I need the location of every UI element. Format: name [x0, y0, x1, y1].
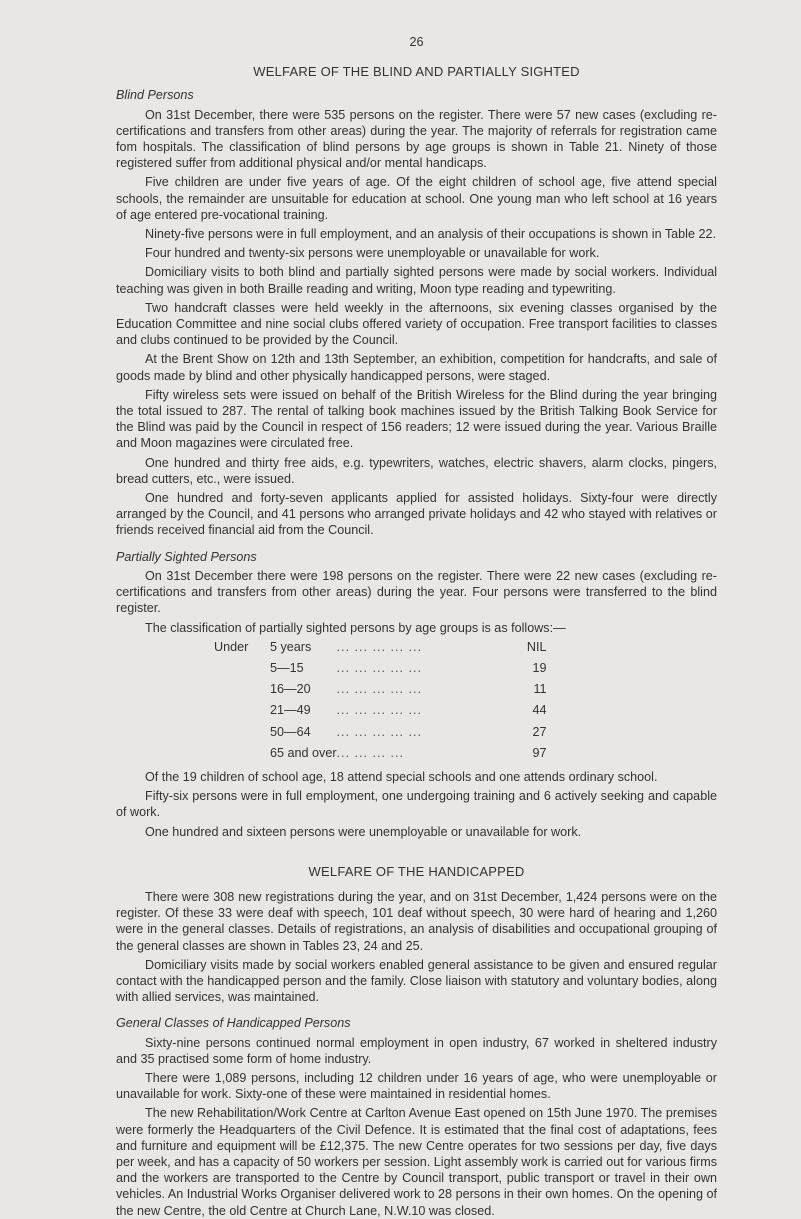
classification-intro: The classification of partially sighted persons by age groups is as follows:— — [145, 620, 566, 635]
table-row — [214, 724, 547, 745]
leader-dots: ... ... ... ... ... — [336, 724, 423, 739]
age-prefix — [214, 660, 270, 681]
table-row — [214, 745, 547, 766]
age-prefix — [214, 702, 270, 723]
age-range: 5—15 — [270, 660, 304, 675]
age-count: NIL — [526, 639, 547, 654]
table-row — [214, 660, 547, 681]
leader-dots: ... ... ... ... ... — [336, 639, 423, 654]
partial-intro-paragraph: On 31st December there were 198 persons on the register. There were 22 new cases (excluding re-certifications and transfers from other areas) during the year. Four persons were transferred to the blind register. — [116, 568, 717, 616]
partial-after-paragraph-3: One hundred and sixteen persons were unemployable or unavailable for work. — [145, 824, 582, 839]
blind-paragraph-4: Four hundred and twenty-six persons were unemployable or unavailable for work. — [145, 246, 600, 261]
partial-after-paragraph-1: Of the 19 children of school age, 18 attend special schools and one attends ordinary school. — [145, 769, 658, 784]
handicapped-paragraph-2: Domiciliary visits made by social workers enabled general assistance to be given and ensured regular contact with the handicapped person and the family. Close liaison with statutory and voluntary bodies, along with allied services, was maintained. — [116, 957, 717, 1005]
blind-paragraph-7: At the Brent Show on 12th and 13th September, an exhibition, competition for handcrafts, and sale of goods made by blind and other physically handicapped persons, were staged. — [116, 352, 717, 383]
blind-paragraph-8: Fifty wireless sets were issued on behalf of the British Wireless for the Blind during the year bringing the total issued to 287. The rental of talking book machines issued by the British Talking Book Service for the Blind was paid by the Council in respect of 156 readers; 12 were issued during the year. Various Braille and Moon magazines were circulated free. — [116, 387, 717, 451]
age-count: 27 — [532, 724, 547, 739]
age-range: 65 and over — [270, 745, 337, 760]
blind-paragraph-9: One hundred and thirty free aids, e.g. typewriters, watches, electric shavers, alarm clocks, pingers, bread cutters, etc., were issued. — [116, 455, 717, 486]
partially-sighted-heading: Partially Sighted Persons — [116, 549, 257, 564]
blind-persons-heading: Blind Persons — [116, 88, 194, 103]
age-group-table — [214, 639, 547, 766]
age-range: 50—64 — [270, 724, 311, 739]
table-row — [214, 681, 547, 702]
general-paragraph-1: Sixty-nine persons continued normal employment in open industry, 67 worked in sheltered industry and 35 practised some form of home industry. — [116, 1035, 717, 1066]
age-prefix — [214, 724, 270, 745]
blind-section-title: WELFARE OF THE BLIND AND PARTIALLY SIGHTED — [253, 64, 580, 80]
age-count: 11 — [533, 682, 547, 697]
handicapped-section-title: WELFARE OF THE HANDICAPPED — [308, 863, 525, 879]
age-prefix — [214, 745, 270, 766]
age-range: 5 years — [270, 639, 312, 654]
leader-dots: ... ... ... ... ... — [336, 703, 423, 718]
age-prefix — [214, 681, 270, 702]
general-classes-heading: General Classes of Handicapped Persons — [116, 1016, 351, 1031]
general-paragraph-3: The new Rehabilitation/Work Centre at Carlton Avenue East opened on 15th June 1970. The premises were formerly the Headquarters of the Civil Defence. It is estimated that the final cost of adaptations, fees and furniture and equipment will be £12,375. The new Centre operates for two sessions per day, five days per week, and has a capacity of 50 workers per session. Light assembly work is carried out for various firms and the workers are transported to the Centre by Council transport, public transport or travel in their own vehicles. An Industrial Works Organiser delivered work to 28 persons in their own homes. On the opening of the new Centre, the old Centre at Church Lane, N.W.10 was closed. — [116, 1106, 717, 1218]
blind-paragraph-10: One hundred and forty-seven applicants applied for assisted holidays. Sixty-four were directly arranged by the Council, and 41 persons who arranged private holidays and 42 who stayed with relatives or friends received financial aid from the Council. — [116, 491, 717, 538]
age-range: 16—20 — [270, 682, 311, 697]
table-row — [214, 702, 547, 723]
leader-dots: ... ... ... ... — [336, 745, 405, 760]
blind-paragraph-1: On 31st December, there were 535 persons on the register. There were 57 new cases (excluding re-certifications and transfers from other areas) during the year. The majority of referrals for registration came fom hospitals. The classification of blind persons by age groups is shown in Table 21. Ninety of those registered suffer from additional physical and/or mental handicaps. — [116, 107, 717, 171]
blind-paragraph-6: Two handcraft classes were held weekly in the afternoons, six evening classes organised by the Education Committee and nine social clubs offered variety of occupation. Free transport facilities to classes and clubs continued to be provided by the Council. — [116, 300, 717, 348]
general-paragraph-2: There were 1,089 persons, including 12 children under 16 years of age, who were unemployable or unavailable for work. Sixty-one of these were maintained in residential homes. — [116, 1070, 717, 1102]
blind-paragraph-3: Ninety-five persons were in full employment, and an analysis of their occupations is shown in Table 22. — [145, 227, 716, 242]
age-prefix: Under — [214, 639, 249, 654]
age-count: 97 — [532, 745, 547, 760]
age-range: 21—49 — [270, 703, 311, 718]
age-count: 19 — [532, 660, 547, 675]
table-row — [214, 639, 547, 660]
blind-paragraph-5: Domiciliary visits to both blind and partially sighted persons were made by social workers. Individual teaching was given in both Braille reading and writing, Moon type reading and typewriting. — [116, 265, 717, 296]
blind-paragraph-2: Five children are under five years of age. Of the eight children of school age, five attend special schools, the remainder are unsuitable for education at school. One young man who left school at 16 years of age entered pre-vocational training. — [116, 175, 717, 222]
handicapped-paragraph-1: There were 308 new registrations during the year, and on 31st December, 1,424 persons were on the register. Of these 33 were deaf with speech, 101 deaf without speech, 30 were hard of hearing and 1,260 were in the general classes. Details of registrations, an analysis of disabilities and occupational grouping of the general classes are shown in Tables 23, 24 and 25. — [116, 889, 717, 953]
page-number: 26 — [409, 35, 424, 49]
age-count: 44 — [532, 703, 547, 718]
leader-dots: ... ... ... ... ... — [336, 660, 423, 675]
leader-dots: ... ... ... ... ... — [336, 682, 423, 697]
partial-after-paragraph-2: Fifty-six persons were in full employment, one undergoing training and 6 actively seeking and capable of work. — [116, 789, 717, 820]
